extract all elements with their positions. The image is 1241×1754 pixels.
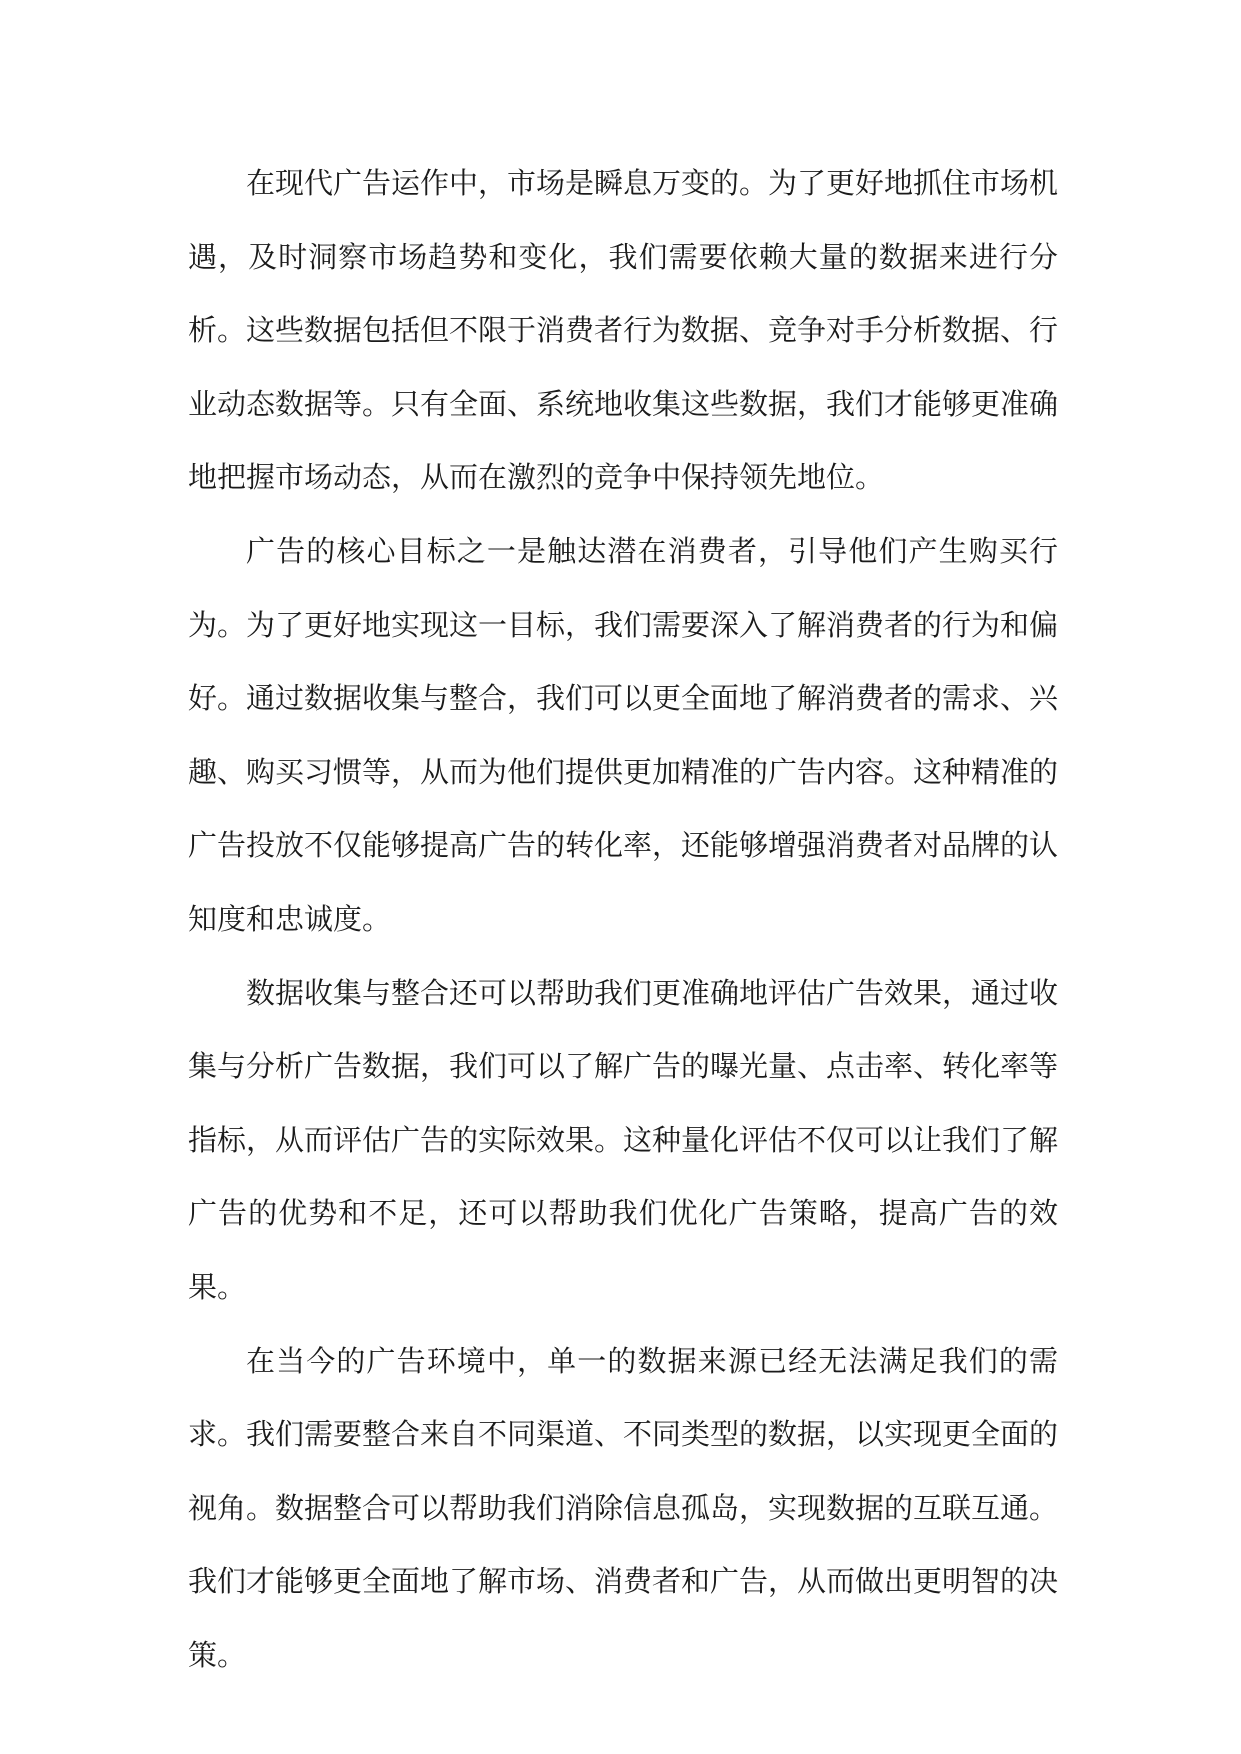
paragraph-3: 数据收集与整合还可以帮助我们更准确地评估广告效果，通过收集与分析广告数据，我们可以了解广告的曝光量、点击率、转化率等指标，从而评估广告的实际效果。这种量化评估不仅可以让我们了解广告的优势和不足，还可以帮助我们优化广告策略，提高广告的效果。 bbox=[188, 975, 1059, 1304]
document-body bbox=[188, 147, 1058, 1692]
paragraph-2: 广告的核心目标之一是触达潜在消费者，引导他们产生购买行为。为了更好地实现这一目标，我们需要深入了解消费者的行为和偏好。通过数据收集与整合，我们可以更全面地了解消费者的需求、兴趣、购买习惯等，从而为他们提供更加精准的广告内容。这种精准的广告投放不仅能够提高广告的转化率，还能够增强消费者对品牌的认知度和忠诚度。 bbox=[188, 533, 1059, 936]
paragraph-4: 在当今的广告环境中，单一的数据来源已经无法满足我们的需求。我们需要整合来自不同渠道、不同类型的数据，以实现更全面的视角。数据整合可以帮助我们消除信息孤岛，实现数据的互联互通。我们才能够更全面地了解市场、消费者和广告，从而做出更明智的决策。 bbox=[188, 1343, 1059, 1672]
paragraph-1: 在现代广告运作中，市场是瞬息万变的。为了更好地抓住市场机遇，及时洞察市场趋势和变化，我们需要依赖大量的数据来进行分析。这些数据包括但不限于消费者行为数据、竞争对手分析数据、行业动态数据等。只有全面、系统地收集这些数据，我们才能够更准确地把握市场动态，从而在激烈的竞争中保持领先地位。 bbox=[188, 166, 1059, 495]
